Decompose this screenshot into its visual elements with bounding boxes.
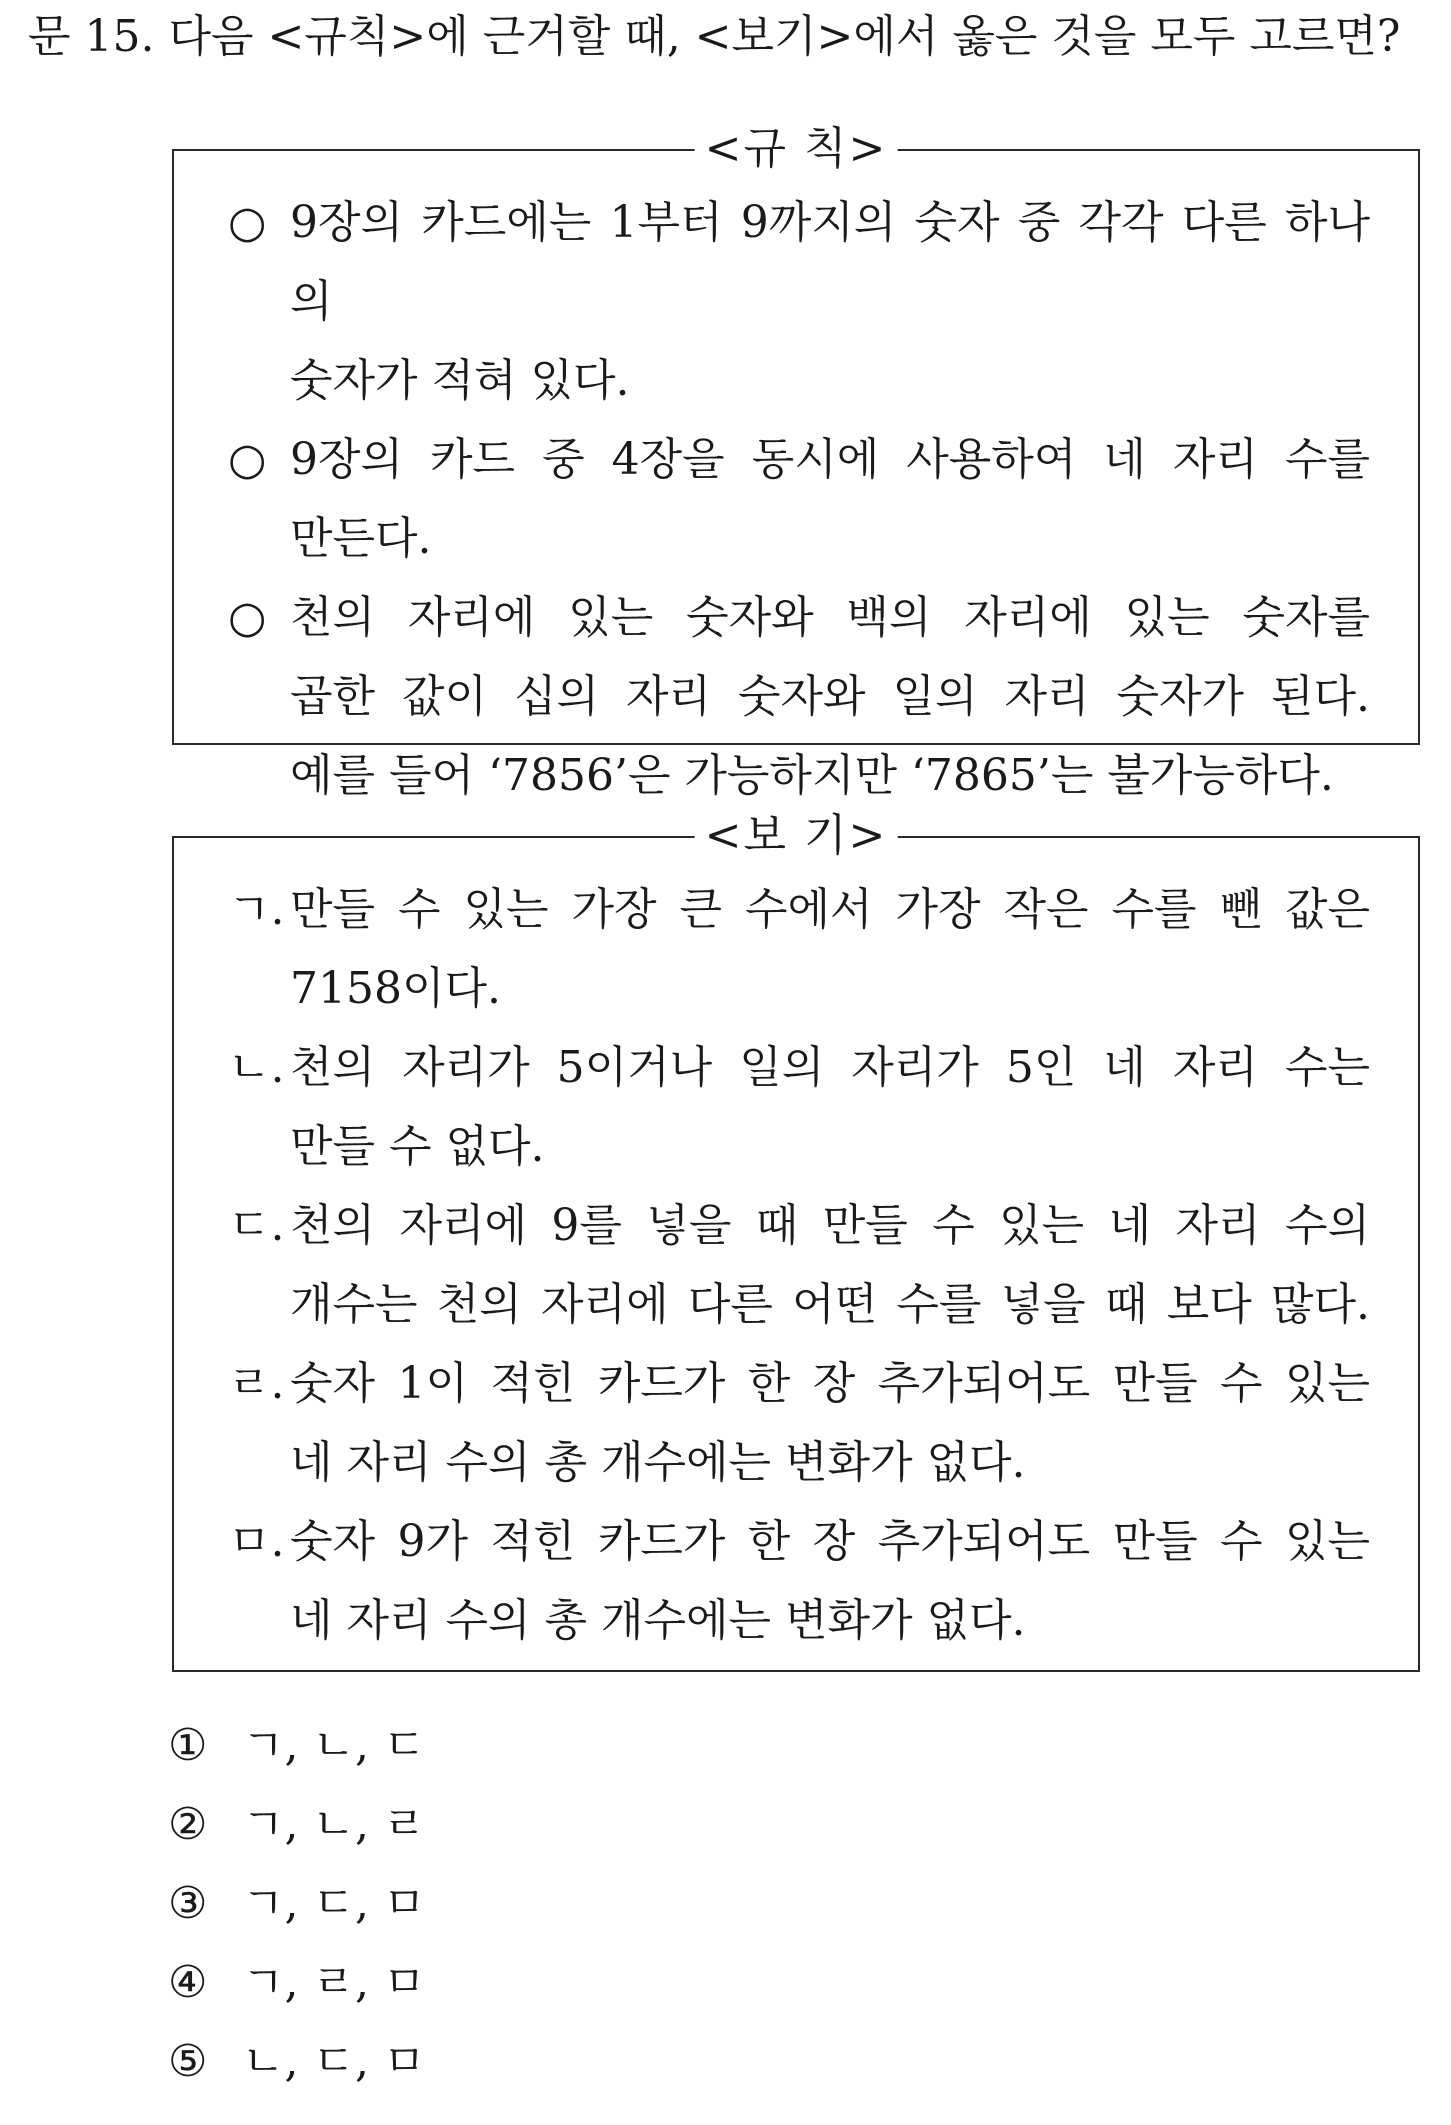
rule-line: 천의 자리에 있는 숫자와 백의 자리에 있는 숫자를: [290, 592, 1370, 643]
choice-text: ㄴ, ㄷ, ㅁ: [242, 2036, 426, 2087]
view-item-marker: ㄴ.: [228, 1042, 285, 1093]
rule-item: [228, 578, 1370, 815]
choice-number: ①: [168, 1720, 208, 1771]
view-item-marker: ㄹ.: [228, 1358, 285, 1409]
choice-number: ③: [168, 1878, 208, 1929]
view-line: 네 자리 수의 총 개수에는 변화가 없다.: [290, 1437, 1026, 1488]
circle-bullet-icon: ○: [228, 434, 267, 485]
view-list: [228, 870, 1370, 1660]
view-item: [228, 1028, 1370, 1186]
answer-choices: [168, 1706, 425, 2101]
question-stem: [28, 6, 1438, 68]
answer-choice-5[interactable]: [168, 2022, 425, 2101]
rules-list: [228, 183, 1370, 815]
view-line: 천의 자리가 5이거나 일의 자리가 5인 네 자리 수는: [290, 1042, 1370, 1093]
view-item-marker: ㄷ.: [228, 1200, 285, 1251]
circle-bullet-icon: ○: [228, 592, 267, 643]
rule-line: 9장의 카드 중 4장을 동시에 사용하여 네 자리 수를: [290, 434, 1370, 485]
choice-number: ④: [168, 1957, 208, 2008]
view-item: [228, 1344, 1370, 1502]
choice-text: ㄱ, ㄴ, ㄷ: [242, 1720, 426, 1771]
choice-text: ㄱ, ㄷ, ㅁ: [242, 1878, 426, 1929]
view-line: 숫자 9가 적힌 카드가 한 장 추가되어도 만들 수 있는: [290, 1516, 1370, 1567]
view-line: 개수는 천의 자리에 다른 어떤 수를 넣을 때 보다 많다.: [290, 1279, 1370, 1330]
view-line: 천의 자리에 9를 넣을 때 만들 수 있는 네 자리 수의: [290, 1200, 1370, 1251]
answer-choice-4[interactable]: [168, 1943, 425, 2022]
rule-item: [228, 183, 1370, 420]
view-item-marker: ㅁ.: [228, 1516, 285, 1567]
rule-line: 만든다.: [290, 513, 432, 564]
view-box: [172, 810, 1420, 1672]
question-text: 다음 <규칙>에 근거할 때, <보기>에서 옳은 것을 모두 고르면?: [168, 11, 1401, 62]
view-title: <보 기>: [695, 805, 898, 867]
view-line: 7158이다.: [290, 963, 501, 1014]
rule-line: 9장의 카드에는 1부터 9까지의 숫자 중 각각 다른 하나의: [290, 197, 1370, 327]
rules-box: [172, 123, 1420, 801]
view-item: [228, 1186, 1370, 1344]
rule-line: 예를 들어 ‘7856’은 가능하지만 ‘7865’는 불가능하다.: [290, 750, 1334, 801]
choice-text: ㄱ, ㄹ, ㅁ: [242, 1957, 426, 2008]
answer-choice-2[interactable]: [168, 1785, 425, 1864]
rules-title: <규 칙>: [695, 118, 898, 180]
choice-number: ⑤: [168, 2036, 208, 2087]
choice-number: ②: [168, 1799, 208, 1850]
view-item: [228, 870, 1370, 1028]
rule-line: 숫자가 적혀 있다.: [290, 355, 630, 406]
view-line: 만들 수 있는 가장 큰 수에서 가장 작은 수를 뺀 값은: [290, 884, 1370, 935]
choice-text: ㄱ, ㄴ, ㄹ: [242, 1799, 426, 1850]
view-line: 숫자 1이 적힌 카드가 한 장 추가되어도 만들 수 있는: [290, 1358, 1370, 1409]
circle-bullet-icon: ○: [228, 197, 267, 248]
rule-item: [228, 420, 1370, 578]
view-line: 만들 수 없다.: [290, 1121, 545, 1172]
answer-choice-1[interactable]: [168, 1706, 425, 1785]
rule-line: 곱한 값이 십의 자리 숫자와 일의 자리 숫자가 된다.: [290, 671, 1370, 722]
answer-choice-3[interactable]: [168, 1864, 425, 1943]
view-item: [228, 1502, 1370, 1660]
view-item-marker: ㄱ.: [228, 884, 285, 935]
question-number: 문 15.: [28, 11, 155, 62]
view-line: 네 자리 수의 총 개수에는 변화가 없다.: [290, 1595, 1026, 1646]
